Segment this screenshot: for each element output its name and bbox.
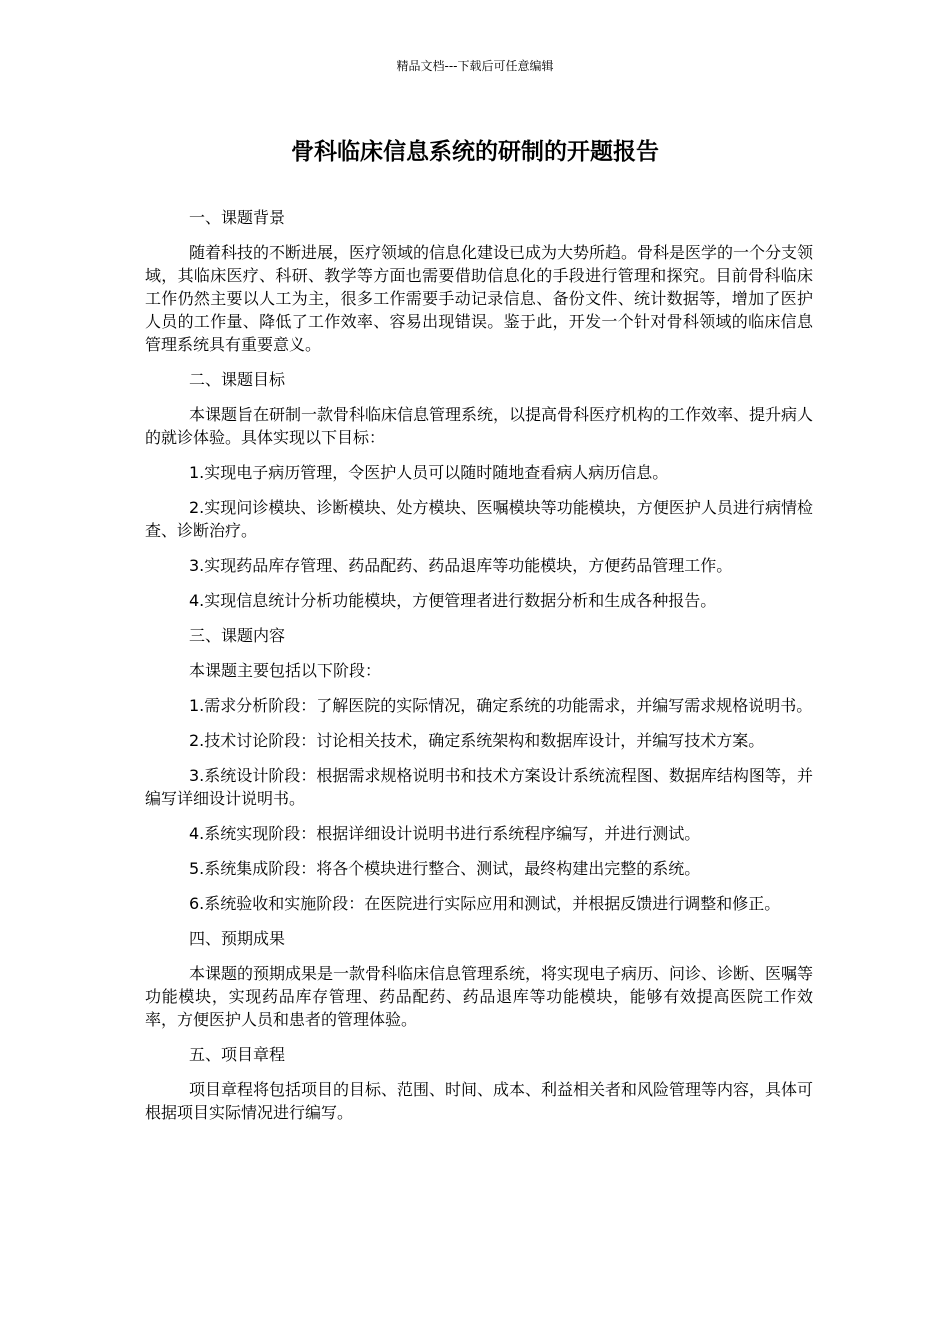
section-heading: 三、课题内容 [189, 626, 286, 645]
body-paragraph: 本课题的预期成果是一款骨科临床信息管理系统，将实现电子病历、问诊、诊断、医嘱等功能模块，实现药品库存管理、药品配药、药品退库等功能模块，能够有效提高医院工作效率，方便医护人员和患者的管理体验。 [145, 964, 814, 1029]
section-heading: 四、预期成果 [189, 929, 286, 948]
body-paragraph: 随着科技的不断进展，医疗领域的信息化建设已成为大势所趋。骨科是医学的一个分支领域，其临床医疗、科研、教学等方面也需要借助信息化的手段进行管理和探究。目前骨科临床工作仍然主要以人工为主，很多工作需要手动记录信息、备份文件、统计数据等，增加了医护人员的工作量、降低了工作效率、容易出现错误。鉴于此，开发一个针对骨科领域的临床信息管理系统具有重要意义。 [145, 243, 814, 354]
body-paragraph: 5.系统集成阶段：将各个模块进行整合、测试，最终构建出完整的系统。 [189, 859, 701, 878]
body-paragraph: 4.系统实现阶段：根据详细设计说明书进行系统程序编写，并进行测试。 [189, 824, 701, 843]
section-heading: 二、课题目标 [189, 370, 286, 389]
body-paragraph: 1.需求分析阶段：了解医院的实际情况，确定系统的功能需求，并编写需求规格说明书。 [189, 696, 813, 715]
document-body [145, 206, 813, 1136]
body-paragraph: 2.技术讨论阶段：讨论相关技术，确定系统架构和数据库设计，并编写技术方案。 [189, 731, 765, 750]
section-heading: 一、课题背景 [189, 208, 286, 227]
body-paragraph: 项目章程将包括项目的目标、范围、时间、成本、利益相关者和风险管理等内容，具体可根据项目实际情况进行编写。 [145, 1080, 814, 1122]
page-header: 精品文档---下载后可任意编辑 [396, 59, 554, 73]
body-paragraph: 本课题主要包括以下阶段： [189, 661, 382, 680]
section-heading: 五、项目章程 [189, 1045, 286, 1064]
body-paragraph: 1.实现电子病历管理，令医护人员可以随时随地查看病人病历信息。 [189, 463, 669, 482]
document-title: 骨科临床信息系统的研制的开题报告 [291, 139, 659, 165]
body-paragraph: 4.实现信息统计分析功能模块，方便管理者进行数据分析和生成各种报告。 [189, 591, 717, 610]
body-paragraph: 本课题旨在研制一款骨科临床信息管理系统，以提高骨科医疗机构的工作效率、提升病人的就诊体验。具体实现以下目标： [145, 405, 814, 447]
body-paragraph: 6.系统验收和实施阶段：在医院进行实际应用和测试，并根据反馈进行调整和修正。 [189, 894, 781, 913]
body-paragraph: 2.实现问诊模块、诊断模块、处方模块、医嘱模块等功能模块，方便医护人员进行病情检查、诊断治疗。 [145, 498, 813, 540]
body-paragraph: 3.实现药品库存管理、药品配药、药品退库等功能模块，方便药品管理工作。 [189, 556, 733, 575]
body-paragraph: 3.系统设计阶段：根据需求规格说明书和技术方案设计系统流程图、数据库结构图等，并编写详细设计说明书。 [145, 766, 813, 808]
